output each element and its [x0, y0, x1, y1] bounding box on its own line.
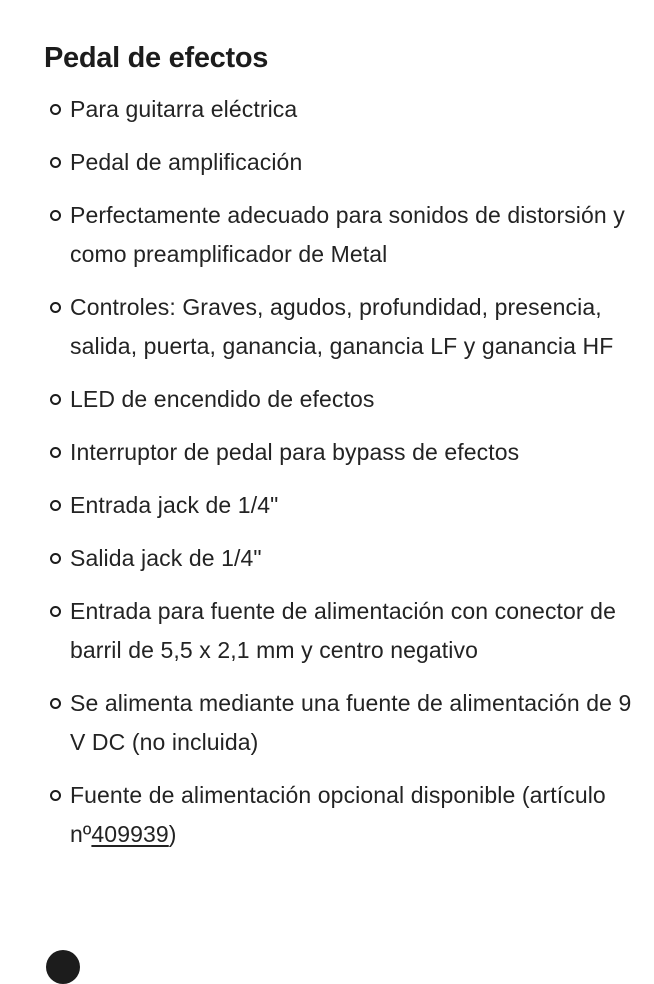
article-number-link[interactable]: 409939 — [91, 821, 169, 847]
feature-item — [44, 684, 644, 762]
product-features-section — [44, 38, 644, 868]
feature-text: Entrada jack de 1/4" — [70, 492, 279, 518]
feature-text: LED de encendido de efectos — [70, 386, 375, 412]
bullet-icon — [50, 553, 61, 564]
feature-item — [44, 592, 644, 670]
feature-text: Se alimenta mediante una fuente de alimentación de 9 V DC (no incluida) — [70, 690, 632, 755]
feature-text: Controles: Graves, agudos, profundidad, presencia, salida, puerta, ganancia, ganancia LF y ganancia HF — [70, 294, 614, 359]
bullet-icon — [50, 104, 61, 115]
feature-text: Para guitarra eléctrica — [70, 96, 298, 122]
feature-text: Perfectamente adecuado para sonidos de distorsión y como preamplificador de Metal — [70, 202, 625, 267]
bullet-icon — [50, 302, 61, 313]
bullet-icon — [50, 500, 61, 511]
bullet-icon — [50, 698, 61, 709]
feature-text: Interruptor de pedal para bypass de efectos — [70, 439, 520, 465]
feature-list — [44, 90, 644, 854]
feature-item — [44, 776, 644, 854]
partial-circle-icon[interactable] — [46, 950, 80, 984]
bullet-icon — [50, 157, 61, 168]
feature-item — [44, 143, 644, 182]
feature-item — [44, 539, 644, 578]
feature-item — [44, 433, 644, 472]
section-title: Pedal de efectos — [44, 42, 269, 74]
feature-item — [44, 288, 644, 366]
feature-text: Pedal de amplificación — [70, 149, 303, 175]
bullet-icon — [50, 210, 61, 221]
feature-text: Entrada para fuente de alimentación con conector de barril de 5,5 x 2,1 mm y centro negativo — [70, 598, 616, 663]
feature-text: Salida jack de 1/4" — [70, 545, 262, 571]
feature-item — [44, 90, 644, 129]
bullet-icon — [50, 394, 61, 405]
feature-item — [44, 196, 644, 274]
bullet-icon — [50, 447, 61, 458]
bullet-icon — [50, 790, 61, 801]
feature-item — [44, 380, 644, 419]
feature-text-suffix: ) — [168, 821, 177, 847]
bullet-icon — [50, 606, 61, 617]
feature-item — [44, 486, 644, 525]
feature-text: Fuente de alimentación opcional disponible (artículo nº — [70, 782, 606, 847]
